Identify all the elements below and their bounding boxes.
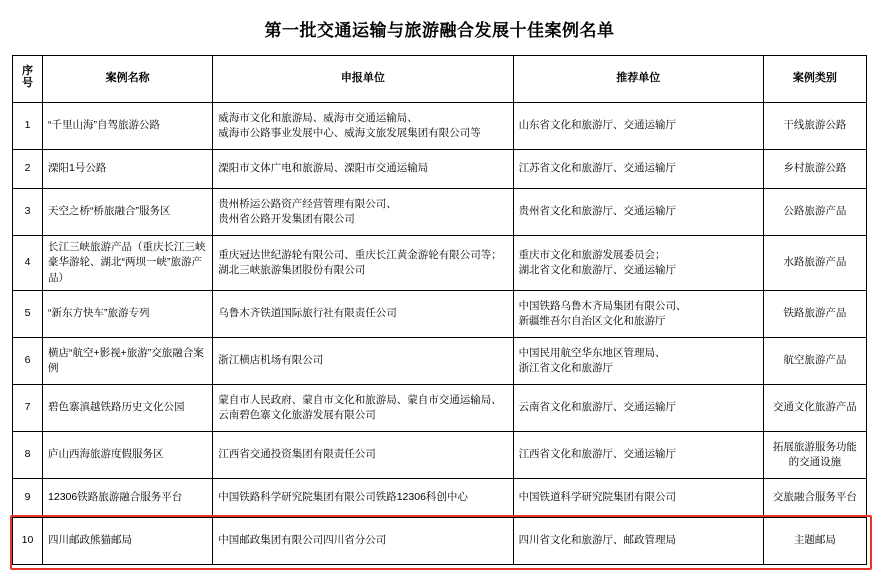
cell-index: 8 (13, 432, 43, 479)
column-header-category: 案例类别 (763, 56, 866, 103)
page-title: 第一批交通运输与旅游融合发展十佳案例名单 (264, 21, 615, 40)
column-header-index-label: 序号 (22, 65, 34, 89)
cell-applicant: 贵州桥运公路资产经营管理有限公司、 贵州省公路开发集团有限公司 (213, 189, 513, 236)
cell-recommender: 云南省文化和旅游厅、交通运输厅 (513, 385, 763, 432)
case-list-table (12, 55, 867, 565)
cell-recommender: 中国民用航空华东地区管理局、 浙江省文化和旅游厅 (513, 338, 763, 385)
cell-category: 铁路旅游产品 (763, 291, 866, 338)
cell-applicant: 重庆冠达世纪游轮有限公司、重庆长江黄金游轮有限公司等； 湖北三峡旅游集团股份有限公司 (213, 236, 513, 291)
cell-case-name: 四川邮政熊猫邮局 (43, 518, 213, 565)
cell-index: 4 (13, 236, 43, 291)
cell-applicant: 溧阳市文体广电和旅游局、溧阳市交通运输局 (213, 150, 513, 189)
table-body (13, 103, 867, 565)
cell-applicant: 江西省交通投资集团有限责任公司 (213, 432, 513, 479)
cell-index: 3 (13, 189, 43, 236)
cell-case-name: 溧阳1号公路 (43, 150, 213, 189)
cell-case-name: 碧色寨滇越铁路历史文化公园 (43, 385, 213, 432)
cell-category: 水路旅游产品 (763, 236, 866, 291)
column-header-applicant: 申报单位 (213, 56, 513, 103)
cell-recommender: 贵州省文化和旅游厅、交通运输厅 (513, 189, 763, 236)
cell-index: 9 (13, 479, 43, 518)
table-row (13, 518, 867, 565)
cell-index: 10 (13, 518, 43, 565)
cell-applicant: 中国邮政集团有限公司四川省分公司 (213, 518, 513, 565)
cell-case-name: 天空之桥“桥旅融合”服务区 (43, 189, 213, 236)
table-row (13, 385, 867, 432)
cell-category: 交通文化旅游产品 (763, 385, 866, 432)
cell-category: 乡村旅游公路 (763, 150, 866, 189)
cell-index: 5 (13, 291, 43, 338)
cell-index: 7 (13, 385, 43, 432)
cell-case-name: 横店“航空+影视+旅游”交旅融合案例 (43, 338, 213, 385)
table-row (13, 432, 867, 479)
cell-case-name: “新东方快车”旅游专列 (43, 291, 213, 338)
table-header-row (13, 56, 867, 103)
cell-recommender: 重庆市文化和旅游发展委员会； 湖北省文化和旅游厅、交通运输厅 (513, 236, 763, 291)
cell-index: 6 (13, 338, 43, 385)
cell-applicant: 乌鲁木齐铁道国际旅行社有限责任公司 (213, 291, 513, 338)
cell-applicant: 浙江横店机场有限公司 (213, 338, 513, 385)
cell-category: 主题邮局 (763, 518, 866, 565)
table-row (13, 236, 867, 291)
cell-applicant: 蒙自市人民政府、蒙自市文化和旅游局、蒙自市交通运输局、 云南碧色寨文化旅游发展有限公司 (213, 385, 513, 432)
table-row (13, 291, 867, 338)
cell-category: 公路旅游产品 (763, 189, 866, 236)
cell-recommender: 江西省文化和旅游厅、交通运输厅 (513, 432, 763, 479)
table-row (13, 103, 867, 150)
cell-case-name: 12306铁路旅游融合服务平台 (43, 479, 213, 518)
table-row (13, 150, 867, 189)
cell-index: 2 (13, 150, 43, 189)
column-header-recommender: 推荐单位 (513, 56, 763, 103)
cell-index: 1 (13, 103, 43, 150)
table-row (13, 338, 867, 385)
cell-category: 航空旅游产品 (763, 338, 866, 385)
cell-case-name: 庐山西海旅游度假服务区 (43, 432, 213, 479)
cell-applicant: 威海市文化和旅游局、威海市交通运输局、 威海市公路事业发展中心、威海文旅发展集团有限公司等 (213, 103, 513, 150)
column-header-case-name: 案例名称 (43, 56, 213, 103)
cell-case-name: 长江三峡旅游产品（重庆长江三峡豪华游轮、湖北“两坝一峡”旅游产品） (43, 236, 213, 291)
cell-applicant: 中国铁路科学研究院集团有限公司铁路12306科创中心 (213, 479, 513, 518)
column-header-index (13, 56, 43, 103)
cell-recommender: 江苏省文化和旅游厅、交通运输厅 (513, 150, 763, 189)
cell-case-name: “千里山海”自驾旅游公路 (43, 103, 213, 150)
table-row (13, 479, 867, 518)
table-header (13, 56, 867, 103)
cell-recommender: 山东省文化和旅游厅、交通运输厅 (513, 103, 763, 150)
cell-category: 交旅融合服务平台 (763, 479, 866, 518)
cell-recommender: 四川省文化和旅游厅、邮政管理局 (513, 518, 763, 565)
table-container (0, 55, 879, 565)
cell-category: 拓展旅游服务功能的交通设施 (763, 432, 866, 479)
table-row (13, 189, 867, 236)
cell-recommender: 中国铁道科学研究院集团有限公司 (513, 479, 763, 518)
cell-category: 干线旅游公路 (763, 103, 866, 150)
cell-recommender: 中国铁路乌鲁木齐局集团有限公司、 新疆维吾尔自治区文化和旅游厅 (513, 291, 763, 338)
